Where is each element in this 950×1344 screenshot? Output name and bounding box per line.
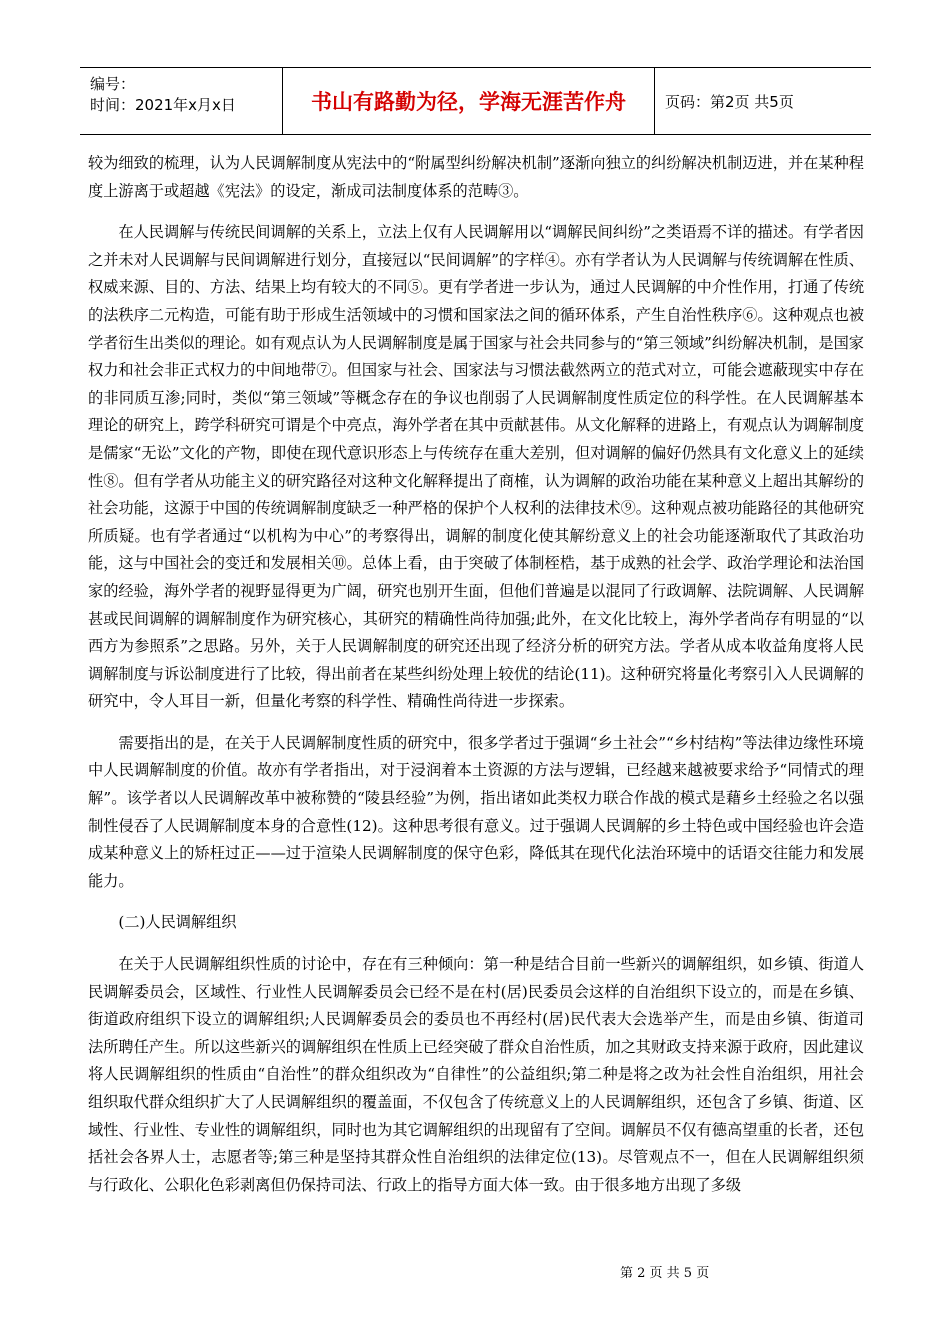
- doc-number-label: 编号：: [90, 75, 136, 93]
- header-motto: 书山有路勤为径，学海无涯苦作舟: [283, 68, 655, 134]
- paragraph: 需要指出的是，在关于人民调解制度性质的研究中，很多学者过于强调“乡土社会”“乡村结构”等法律边缘性环境中人民调解制度的价值。故亦有学者指出，对于浸润着本土资源的方法与逻辑，已经越来越被要求给予“同情式的理解”。该学者以人民调解改革中被称赞的“陵县经验”为例，指出诸如此类权力联合作战的模式是藉乡土经验之名以强制性侵吞了人民调解制度本身的合意性(12)。这种思考很有意义。过于强调人民调解的乡土特色或中国经验也许会造成某种意义上的矫枉过正——过于渲染人民调解制度的保守色彩，降低其在现代化法治环境中的话语交往能力和发展能力。: [88, 733, 864, 890]
- document-body: [88, 150, 864, 1213]
- header-meta-cell: [80, 68, 283, 134]
- paragraph: 较为细致的梳理，认为人民调解制度从宪法中的“附属型纠纷解决机制”逐渐向独立的纠纷解决机制迈进，并在某种程度上游离于或超越《宪法》的设定，渐成司法制度体系的范畴③。: [88, 154, 864, 200]
- paragraph: 在人民调解与传统民间调解的关系上，立法上仅有人民调解用以“调解民间纠纷”之类语焉不详的描述。有学者因之并未对人民调解与民间调解进行划分，直接冠以“民间调解”的字样④。亦有学者认为人民调解与传统调解在性质、权威来源、目的、方法、结果上均有较大的不同⑤。更有学者进一步认为，通过人民调解的中介性作用，打通了传统的法秩序二元构造，可能有助于形成生活领域中的习惯和国家法之间的循环体系，产生自治性秩序⑥。这种观点也被学者衍生出类似的理论。如有观点认为人民调解制度是属于国家与社会共同参与的“第三领域”纠纷解决机制，是国家权力和社会非正式权力的中间地带⑦。但国家与社会、国家法与习惯法截然两立的范式对立，可能会遮蔽现实中存在的非同质互渗;同时，类似“第三领域”等概念存在的争议也削弱了人民调解制度性质定位的科学性。在人民调解基本理论的研究上，跨学科研究可谓是个中亮点，海外学者在其中贡献甚伟。从文化解释的进路上，有观点认为调解制度是儒家“无讼”文化的产物，即使在现代意识形态上与传统存在重大差别，但对调解的偏好仍然具有文化意义上的延续性⑧。但有学者从功能主义的研究路径对这种文化解释提出了商榷，认为调解的政治功能在某种意义上超出其解纷的社会功能，这源于中国的传统调解制度缺乏一种严格的保护个人权利的法律技术⑨。这种观点被功能路径的其他研究所质疑。也有学者通过“以机构为中心”的考察得出，调解的制度化使其解纷意义上的社会功能逐渐取代了其政治功能，这与中国社会的变迁和发展相关⑩。总体上看，由于突破了体制桎梏，基于成熟的社会学、政治学理论和法治国家的经验，海外学者的视野显得更为广阔，研究也别开生面，但他们普遍是以混同了行政调解、法院调解、人民调解甚或民间调解的调解制度作为研究核心，其研究的精确性尚待加强;此外，在文化比较上，海外学者尚存有明显的“以西方为参照系”之思路。另外，关于人民调解制度的研究还出现了经济分析的研究方法。学者从成本收益角度将人民调解制度与诉讼制度进行了比较，得出前者在某些纠纷处理上较优的结论(11)。这种研究将量化考察引入人民调解的研究中，令人耳目一新，但量化考察的科学性、精确性尚待进一步探索。: [88, 223, 864, 711]
- doc-time-label: 时间：2021年x月x日: [90, 96, 236, 114]
- header-page-label: 页码：第2页 共5页: [665, 92, 794, 111]
- paragraph: 在关于人民调解组织性质的讨论中，存在有三种倾向：第一种是结合目前一些新兴的调解组织，如乡镇、街道人民调解委员会，区域性、行业性人民调解委员会已经不是在村(居)民委员会这样的自治组织下设立的，而是在乡镇、街道政府组织下设立的调解组织;人民调解委员会的委员也不再经村(居)民代表大会选举产生，而是由乡镇、街道司法所聘任产生。所以这些新兴的调解组织在性质上已经突破了群众自治性质，加之其财政支持来源于政府，因此建议将人民调解组织的性质由“自治性”的群众组织改为“自律性”的公益组织;第二种是将之改为社会性自治组织，用社会组织取代群众组织扩大了人民调解组织的覆盖面，不仅包含了传统意义上的人民调解组织，还包含了乡镇、街道、区域性、行业性、专业性的调解组织，同时也为其它调解组织的出现留有了空间。调解员不仅有德高望重的长者，还包括社会各界人士，志愿者等;第三种是坚持其群众性自治组织的法律定位(13)。尽管观点不一，但在人民调解组织须与行政化、公职化色彩剥离但仍保持司法、行政上的指导方面大体一致。由于很多地方出现了多级: [88, 955, 864, 1194]
- section-heading: (二)人民调解组织: [118, 913, 237, 932]
- page-header: [80, 67, 871, 135]
- page-footer: 第 2 页 共 5 页: [620, 1266, 710, 1281]
